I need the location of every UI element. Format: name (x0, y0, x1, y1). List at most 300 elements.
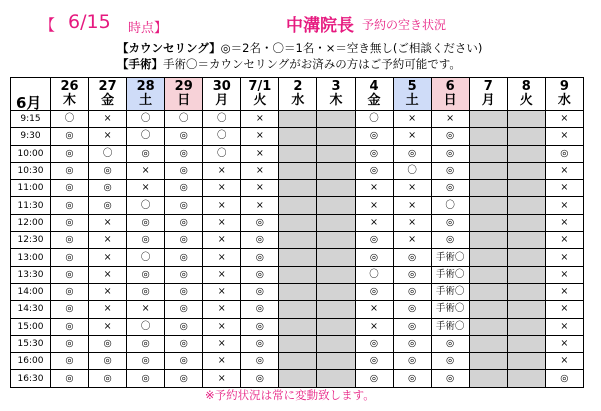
availability-cell: × (393, 128, 431, 145)
availability-cell: 手術〇 (431, 266, 469, 283)
availability-cell: ◎ (241, 283, 279, 300)
day-header (89, 78, 127, 111)
closed-cell (279, 197, 317, 214)
availability-cell: ◎ (241, 335, 279, 352)
closed-cell (507, 266, 545, 283)
closed-cell (279, 128, 317, 145)
day-date: 7 (483, 79, 493, 94)
closed-cell (317, 353, 355, 370)
availability-cell: × (89, 232, 127, 249)
availability-cell: ◎ (51, 266, 89, 283)
availability-cell: ◎ (241, 318, 279, 335)
day-date: 27 (98, 79, 117, 94)
time-slot-row (11, 111, 584, 128)
availability-cell: ◎ (431, 335, 469, 352)
availability-cell: ◎ (431, 214, 469, 231)
closed-cell (317, 180, 355, 197)
availability-cell: ◎ (89, 353, 127, 370)
availability-cell: ◎ (241, 266, 279, 283)
closed-cell (279, 301, 317, 318)
availability-cell: × (545, 111, 583, 128)
availability-cell: ◎ (241, 232, 279, 249)
availability-cell: ◎ (127, 145, 165, 162)
closed-cell (279, 162, 317, 179)
availability-cell: ◎ (51, 232, 89, 249)
availability-cell: 〇 (127, 111, 165, 128)
day-date: 6 (445, 79, 455, 94)
day-header (431, 78, 469, 111)
availability-cell: ◎ (165, 353, 203, 370)
closed-cell (507, 197, 545, 214)
time-slot-row (11, 370, 584, 387)
time-slot-row (11, 232, 584, 249)
availability-cell: ◎ (355, 283, 393, 300)
availability-cell: ◎ (89, 370, 127, 387)
day-date: 3 (331, 79, 341, 94)
availability-cell: ◎ (431, 370, 469, 387)
header-date: 6/15 (68, 11, 111, 33)
day-date: 7/1 (248, 79, 272, 94)
availability-cell: × (203, 214, 241, 231)
closed-cell (469, 232, 507, 249)
closed-cell (507, 301, 545, 318)
closed-cell (469, 145, 507, 162)
day-weekday: 土 (405, 93, 419, 108)
availability-cell: 〇 (203, 111, 241, 128)
closed-cell (279, 318, 317, 335)
closed-cell (469, 249, 507, 266)
availability-cell: ◎ (165, 214, 203, 231)
closed-cell (469, 301, 507, 318)
day-date: 8 (521, 79, 531, 94)
time-cell: 11:00 (11, 180, 51, 197)
availability-cell: ◎ (393, 318, 431, 335)
availability-cell: 〇 (127, 197, 165, 214)
closed-cell (317, 214, 355, 231)
availability-cell: ◎ (165, 249, 203, 266)
availability-cell: ◎ (545, 145, 583, 162)
closed-cell (279, 180, 317, 197)
day-weekday: 日 (177, 93, 191, 108)
availability-cell: ◎ (241, 370, 279, 387)
day-header (507, 78, 545, 111)
closed-cell (279, 353, 317, 370)
closed-cell (507, 128, 545, 145)
availability-cell: ◎ (51, 197, 89, 214)
availability-cell: ◎ (165, 162, 203, 179)
availability-cell: × (89, 301, 127, 318)
day-header (469, 78, 507, 111)
time-slot-row (11, 162, 584, 179)
availability-cell: × (241, 145, 279, 162)
day-weekday: 水 (557, 93, 571, 108)
availability-cell: 〇 (355, 111, 393, 128)
availability-cell: × (89, 318, 127, 335)
day-header (317, 78, 355, 111)
closed-cell (507, 180, 545, 197)
availability-cell: × (89, 266, 127, 283)
availability-cell: × (89, 283, 127, 300)
closed-cell (507, 335, 545, 352)
availability-cell: ◎ (127, 214, 165, 231)
availability-cell: × (89, 249, 127, 266)
availability-cell: ◎ (89, 335, 127, 352)
availability-cell: ◎ (165, 301, 203, 318)
time-slot-row (11, 318, 584, 335)
day-header (241, 78, 279, 111)
availability-cell: ◎ (51, 128, 89, 145)
availability-cell: ◎ (355, 145, 393, 162)
closed-cell (279, 266, 317, 283)
time-slot-row (11, 249, 584, 266)
availability-cell: ◎ (355, 162, 393, 179)
availability-cell: × (203, 335, 241, 352)
day-weekday: 日 (443, 93, 457, 108)
availability-cell: × (89, 111, 127, 128)
header-bracket: 【 (40, 16, 56, 34)
availability-cell: ◎ (393, 145, 431, 162)
availability-cell: × (355, 180, 393, 197)
availability-cell: × (545, 128, 583, 145)
closed-cell (279, 214, 317, 231)
closed-cell (469, 318, 507, 335)
closed-cell (507, 214, 545, 231)
closed-cell (279, 249, 317, 266)
closed-cell (469, 335, 507, 352)
availability-cell: × (545, 197, 583, 214)
availability-cell: × (545, 318, 583, 335)
time-cell: 9:30 (11, 128, 51, 145)
schedule-body (11, 111, 584, 388)
day-header (355, 78, 393, 111)
availability-cell: × (127, 301, 165, 318)
closed-cell (317, 266, 355, 283)
availability-cell: 〇 (355, 266, 393, 283)
day-weekday: 火 (519, 93, 533, 108)
availability-cell: 〇 (127, 318, 165, 335)
closed-cell (469, 283, 507, 300)
availability-cell: × (545, 214, 583, 231)
time-cell: 12:00 (11, 214, 51, 231)
closed-cell (317, 111, 355, 128)
availability-cell: ◎ (51, 318, 89, 335)
availability-cell: × (241, 128, 279, 145)
day-header (545, 78, 583, 111)
availability-cell: ◎ (393, 249, 431, 266)
availability-cell: 〇 (127, 249, 165, 266)
availability-cell: ◎ (393, 370, 431, 387)
day-header (51, 78, 89, 111)
closed-cell (507, 283, 545, 300)
availability-cell: ◎ (355, 335, 393, 352)
availability-cell: × (545, 162, 583, 179)
closed-cell (469, 353, 507, 370)
closed-cell (317, 301, 355, 318)
availability-cell: ◎ (127, 353, 165, 370)
availability-cell: ◎ (431, 162, 469, 179)
availability-cell: × (241, 197, 279, 214)
footnote: ※予約状況は常に変動致します。 (205, 388, 375, 402)
closed-cell (469, 111, 507, 128)
closed-cell (317, 318, 355, 335)
availability-cell: ◎ (355, 128, 393, 145)
day-date: 2 (293, 79, 303, 94)
day-date: 28 (136, 79, 155, 94)
availability-cell: ◎ (89, 197, 127, 214)
closed-cell (469, 214, 507, 231)
availability-cell: ◎ (51, 353, 89, 370)
availability-cell: × (89, 214, 127, 231)
time-slot-row (11, 335, 584, 352)
closed-cell (507, 145, 545, 162)
availability-cell: 〇 (431, 197, 469, 214)
availability-cell: ◎ (127, 335, 165, 352)
availability-cell: ◎ (165, 283, 203, 300)
availability-cell: ◎ (51, 180, 89, 197)
day-header (203, 78, 241, 111)
availability-cell: ◎ (355, 232, 393, 249)
availability-cell: × (393, 180, 431, 197)
availability-cell: ◎ (89, 162, 127, 179)
day-date: 30 (212, 79, 231, 94)
availability-cell: ◎ (165, 370, 203, 387)
availability-cell: ◎ (127, 370, 165, 387)
time-cell: 16:30 (11, 370, 51, 387)
availability-cell: × (89, 128, 127, 145)
availability-cell: × (393, 197, 431, 214)
closed-cell (507, 353, 545, 370)
closed-cell (317, 232, 355, 249)
closed-cell (279, 283, 317, 300)
time-slot-row (11, 180, 584, 197)
availability-cell: × (545, 266, 583, 283)
day-weekday: 木 (329, 93, 343, 108)
header-timepoint: 時点】 (128, 21, 168, 36)
closed-cell (279, 370, 317, 387)
day-date: 4 (369, 79, 379, 94)
time-slot-row (11, 353, 584, 370)
availability-cell: ◎ (165, 318, 203, 335)
availability-cell: ◎ (51, 335, 89, 352)
legend-counseling-label: 【カウンセリング】 (117, 41, 221, 55)
availability-cell: 手術〇 (431, 283, 469, 300)
time-cell: 16:00 (11, 353, 51, 370)
page-subtitle: 予約の空き状況 (362, 18, 447, 32)
availability-cell: × (545, 232, 583, 249)
availability-cell: × (203, 370, 241, 387)
availability-cell: 〇 (51, 111, 89, 128)
availability-cell: 手術〇 (431, 318, 469, 335)
availability-cell: × (355, 197, 393, 214)
availability-cell: ◎ (165, 128, 203, 145)
availability-cell: 〇 (393, 162, 431, 179)
availability-cell: × (203, 283, 241, 300)
closed-cell (317, 128, 355, 145)
closed-cell (507, 370, 545, 387)
availability-cell: ◎ (127, 232, 165, 249)
availability-cell: × (241, 111, 279, 128)
day-weekday: 木 (63, 93, 77, 108)
closed-cell (507, 162, 545, 179)
time-cell: 10:00 (11, 145, 51, 162)
availability-cell: ◎ (431, 232, 469, 249)
availability-cell: ◎ (355, 353, 393, 370)
availability-cell: × (545, 249, 583, 266)
closed-cell (507, 249, 545, 266)
availability-cell: × (545, 301, 583, 318)
time-cell: 12:30 (11, 232, 51, 249)
closed-cell (317, 335, 355, 352)
closed-cell (317, 145, 355, 162)
day-date: 29 (174, 79, 193, 94)
availability-cell: ◎ (393, 283, 431, 300)
legend-surgery-label: 【手術】 (117, 57, 163, 71)
closed-cell (469, 370, 507, 387)
availability-cell: ◎ (431, 145, 469, 162)
availability-cell: ◎ (393, 301, 431, 318)
day-date: 5 (407, 79, 417, 94)
availability-cell: 〇 (203, 128, 241, 145)
availability-cell: × (355, 214, 393, 231)
availability-cell: × (393, 111, 431, 128)
closed-cell (507, 318, 545, 335)
time-cell: 14:00 (11, 283, 51, 300)
availability-cell: × (393, 232, 431, 249)
legend-counseling (117, 40, 482, 56)
closed-cell (469, 266, 507, 283)
availability-cell: × (203, 266, 241, 283)
availability-cell: × (203, 249, 241, 266)
time-cell: 15:30 (11, 335, 51, 352)
availability-cell: × (203, 301, 241, 318)
availability-cell: × (241, 162, 279, 179)
availability-cell: × (241, 180, 279, 197)
closed-cell (279, 335, 317, 352)
schedule-table (10, 77, 584, 388)
closed-cell (317, 283, 355, 300)
availability-cell: ◎ (241, 214, 279, 231)
day-weekday: 月 (215, 93, 229, 108)
availability-cell: ◎ (241, 301, 279, 318)
time-cell: 13:00 (11, 249, 51, 266)
month-label: 6月 (16, 94, 42, 112)
availability-cell: ◎ (51, 283, 89, 300)
closed-cell (317, 249, 355, 266)
availability-cell: ◎ (431, 128, 469, 145)
availability-cell: 〇 (89, 145, 127, 162)
closed-cell (507, 111, 545, 128)
availability-cell: ◎ (127, 266, 165, 283)
availability-cell: ◎ (393, 353, 431, 370)
availability-cell: 手術〇 (431, 249, 469, 266)
availability-cell: ◎ (165, 197, 203, 214)
availability-cell: × (545, 180, 583, 197)
availability-cell: ◎ (165, 266, 203, 283)
legend-surgery (117, 56, 461, 72)
availability-cell: ◎ (241, 353, 279, 370)
availability-cell: ◎ (165, 232, 203, 249)
availability-cell: × (203, 353, 241, 370)
closed-cell (279, 145, 317, 162)
availability-cell: ◎ (51, 162, 89, 179)
availability-cell: ◎ (51, 249, 89, 266)
header-row (11, 78, 584, 111)
closed-cell (469, 128, 507, 145)
time-cell: 13:30 (11, 266, 51, 283)
availability-cell: ◎ (431, 353, 469, 370)
availability-cell: × (355, 318, 393, 335)
availability-cell: ◎ (393, 335, 431, 352)
legend-counseling-text: ◎＝2名・〇＝1名・×＝空き無し(ご相談ください) (220, 41, 483, 55)
availability-cell: × (431, 111, 469, 128)
availability-cell: ◎ (127, 283, 165, 300)
closed-cell (317, 197, 355, 214)
availability-cell: ◎ (165, 180, 203, 197)
time-slot-row (11, 283, 584, 300)
day-date: 26 (60, 79, 79, 94)
closed-cell (317, 162, 355, 179)
day-date: 9 (559, 79, 569, 94)
availability-cell: × (203, 180, 241, 197)
availability-cell: ◎ (545, 370, 583, 387)
day-header (127, 78, 165, 111)
closed-cell (317, 370, 355, 387)
availability-cell: × (545, 353, 583, 370)
time-slot-row (11, 214, 584, 231)
day-weekday: 水 (291, 93, 305, 108)
availability-cell: × (127, 162, 165, 179)
time-slot-row (11, 197, 584, 214)
availability-cell: ◎ (241, 249, 279, 266)
availability-cell: ◎ (165, 145, 203, 162)
time-slot-row (11, 301, 584, 318)
time-cell: 9:15 (11, 111, 51, 128)
closed-cell (279, 111, 317, 128)
availability-cell: × (203, 232, 241, 249)
availability-cell: × (355, 301, 393, 318)
availability-cell: × (545, 335, 583, 352)
closed-cell (469, 162, 507, 179)
time-cell: 15:00 (11, 318, 51, 335)
day-weekday: 火 (253, 93, 267, 108)
time-cell: 14:30 (11, 301, 51, 318)
availability-cell: ◎ (165, 335, 203, 352)
availability-cell: 手術〇 (431, 301, 469, 318)
availability-cell: ◎ (51, 301, 89, 318)
day-weekday: 土 (139, 93, 153, 108)
availability-cell: 〇 (165, 111, 203, 128)
time-slot-row (11, 145, 584, 162)
clinic-title: 中溝院長 (286, 16, 354, 36)
day-weekday: 月 (481, 93, 495, 108)
availability-cell: × (203, 197, 241, 214)
time-slot-row (11, 128, 584, 145)
closed-cell (469, 180, 507, 197)
availability-cell: 〇 (203, 145, 241, 162)
closed-cell (469, 197, 507, 214)
availability-cell: ◎ (355, 249, 393, 266)
day-header (393, 78, 431, 111)
availability-cell: × (127, 180, 165, 197)
availability-cell: × (203, 318, 241, 335)
closed-cell (279, 232, 317, 249)
day-header (165, 78, 203, 111)
availability-cell: ◎ (393, 266, 431, 283)
time-cell: 10:30 (11, 162, 51, 179)
availability-cell: ◎ (51, 214, 89, 231)
legend-surgery-text: 手術〇＝カウンセリングがお済みの方はご予約可能です。 (163, 57, 461, 71)
availability-cell: × (545, 283, 583, 300)
